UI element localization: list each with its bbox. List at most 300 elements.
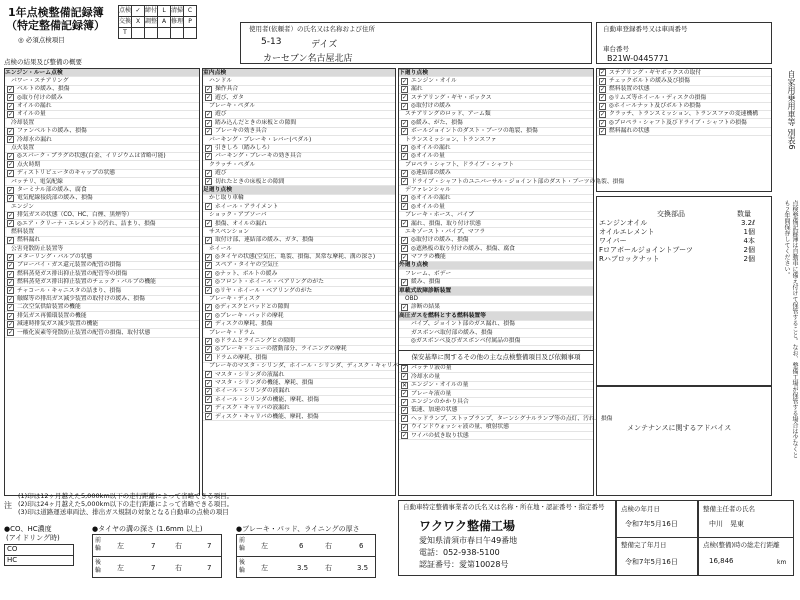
row-label: ターミナル部の緩み、腐食 <box>17 186 87 193</box>
row-label: デファレンシャル <box>405 186 451 193</box>
check-mark-icon[interactable] <box>7 153 14 160</box>
check-mark-icon[interactable] <box>401 245 408 252</box>
row-label: 足廻り点検 <box>203 186 232 193</box>
row-label: チャコール・キャニスタの詰まり、損傷 <box>17 287 122 294</box>
legend-cell: 清掃 <box>171 6 184 17</box>
row-label: ◎ドラムとライニングとの隙間 <box>215 338 295 344</box>
check-mark-icon[interactable] <box>205 120 212 127</box>
check-mark-icon[interactable] <box>401 407 408 414</box>
replaced-part-row <box>599 219 769 228</box>
check-mark-icon[interactable] <box>401 432 408 439</box>
check-mark-icon[interactable] <box>599 86 606 93</box>
inspect-date: 令和7年5月16日 <box>625 520 678 528</box>
row-label: 触媒等の排出ガス減少装置の取付けの緩み、損傷 <box>17 296 145 303</box>
inspect-date-label: 点検の年月日 <box>621 505 660 513</box>
part-name: Fロアボールジョイントブーツ <box>599 246 693 254</box>
row-label: エンジン・オイル <box>411 77 457 84</box>
replaced-parts-box <box>596 196 772 386</box>
tire-rr-label: 右 <box>175 564 182 572</box>
check-mark-icon[interactable] <box>205 396 212 403</box>
check-mark-icon[interactable] <box>205 111 212 118</box>
row-label: 二次空気供給装置の機能 <box>17 304 81 311</box>
row-label: オイルの量 <box>17 111 46 118</box>
check-mark-icon[interactable] <box>7 237 14 244</box>
tire-fr-label: 右 <box>175 542 182 550</box>
row-label: エンジン・ルーム点検 <box>5 69 63 76</box>
legend-cell: A <box>158 17 171 28</box>
tire-fr-value: 7 <box>207 542 212 550</box>
check-mark-icon[interactable] <box>7 136 14 143</box>
check-mark-icon[interactable] <box>205 94 212 101</box>
row-label: OBD <box>405 296 419 303</box>
legend-cell: X <box>132 17 145 28</box>
checklist-row <box>5 195 199 203</box>
row-label: ◎ホイールナット及びボルトの損傷 <box>609 103 701 110</box>
check-mark-icon[interactable] <box>7 212 14 219</box>
row-label: ブレーキ・ペダル <box>209 103 256 110</box>
check-mark-icon[interactable] <box>401 103 408 110</box>
row-label: マスタ・シリンダの液漏れ <box>215 371 285 378</box>
replaced-title: 交換部品 <box>657 210 685 218</box>
note-line-2: (2)印は24ヶ月越えた5,000km以下の走行距離によって省略できる項目。 <box>18 500 234 508</box>
section-header <box>399 287 593 295</box>
check-mark-icon[interactable] <box>7 279 14 286</box>
row-label: 診断の結果 <box>411 304 440 311</box>
row-label: 緩み、損傷 <box>411 279 441 286</box>
brake-title: ●ブレーキ・パッド、ライニングの厚さ <box>236 525 360 533</box>
check-mark-icon[interactable] <box>7 262 14 269</box>
row-label: 排気ガス再循環装置の機能 <box>17 312 87 319</box>
co-hc-table <box>4 544 74 566</box>
row-label: ◎タイヤの状態(空気圧、亀裂、損傷、異常な摩耗、溝の深さ) <box>215 254 376 261</box>
row-label: ホイール・アライメント <box>215 203 279 210</box>
tire-table <box>92 534 222 578</box>
chief-name: 中川 晃東 <box>709 520 744 528</box>
check-mark-icon[interactable] <box>205 271 212 278</box>
checklist-row <box>5 329 199 337</box>
replaced-part-row <box>599 246 769 255</box>
row-label: 排気ガスの状態（CO、HC、白煙、黒煙等） <box>17 212 133 219</box>
check-mark-icon[interactable] <box>205 279 212 286</box>
row-label: ◎エア・クリーナ・エレメントの汚れ、詰まり、損傷 <box>17 220 156 227</box>
row-label: パワー・ステアリング <box>11 77 69 84</box>
check-mark-icon[interactable] <box>401 145 408 152</box>
brake-fr-value: 6 <box>359 542 364 550</box>
part-name: オイルエレメント <box>599 228 655 236</box>
row-label: ◎緩み、がた、損傷 <box>411 119 463 126</box>
row-label: ステアリングのロッド、アーム類 <box>405 111 491 118</box>
row-label: 点火装置 <box>11 145 35 152</box>
check-mark-icon[interactable] <box>205 220 212 227</box>
replaced-part-row <box>599 228 769 237</box>
row-label: 冷却装置 <box>11 119 35 126</box>
brake-fl-label: 左 <box>261 542 268 550</box>
row-label: 下廻り点検 <box>399 69 428 76</box>
symbol-legend <box>118 5 197 39</box>
check-mark-icon[interactable] <box>401 365 408 372</box>
row-label: 室内点検 <box>203 69 227 76</box>
column-engine-room <box>4 68 200 496</box>
row-label: トランスミッション、トランスファ <box>405 136 497 143</box>
row-label: ◎オイルの漏れ <box>411 195 451 202</box>
brake-front-label: 前輪 <box>239 537 246 552</box>
check-mark-icon[interactable] <box>599 128 606 135</box>
tire-fl-value: 7 <box>151 542 156 550</box>
check-mark-icon[interactable] <box>205 170 212 177</box>
check-mark-icon[interactable] <box>7 111 14 118</box>
odometer-unit: km <box>777 559 787 566</box>
tire-fl-label: 左 <box>117 542 124 550</box>
part-qty: 4本 <box>743 237 755 245</box>
row-label: ◎遮熱板の取り付けの緩み、損傷、腐食 <box>411 245 515 252</box>
check-mark-icon[interactable] <box>205 313 212 320</box>
row-label: バッテリ、電気配線 <box>11 178 63 185</box>
check-mark-icon[interactable] <box>205 304 212 311</box>
row-label: ディスク・キャリパの機能、摩耗、損傷 <box>215 413 319 420</box>
legend-cell <box>132 28 145 39</box>
brake-rl-label: 左 <box>261 564 268 572</box>
row-label: 電気配線接続部の緩み、損傷 <box>17 195 93 202</box>
legend-cell <box>158 28 171 39</box>
row-label: ◎ブレーキ・シューの摺動部分、ライニングの摩耗 <box>215 346 347 353</box>
co-hc-title: ●CO、HC濃度 <box>4 525 52 533</box>
part-name: エンジンオイル <box>599 219 648 227</box>
row-label: ◎フロント・ホイール・ベアリングのがた <box>215 279 324 286</box>
advice-title: メンテナンスに関するアドバイス <box>627 424 732 432</box>
results-label: 点検の結果及び整備の概要 <box>4 58 82 66</box>
check-mark-icon[interactable] <box>401 237 408 244</box>
legend-cell <box>145 28 158 39</box>
check-mark-icon[interactable] <box>599 69 606 76</box>
row-label: 燃料蒸発ガス排出抑止装置の配管等の損傷 <box>17 270 128 277</box>
check-mark-icon[interactable] <box>7 254 14 261</box>
row-label: 操作具合 <box>215 86 239 93</box>
row-label: ヘッドランプ、ストップランプ、ターンシグナルランプ等の点灯、汚れ、損傷 <box>411 415 613 422</box>
reg-label: 自動車登録番号又は車両番号 <box>603 25 688 33</box>
complete-date-label: 整備完了年月日 <box>621 541 667 549</box>
check-mark-icon[interactable] <box>401 178 408 185</box>
vehicle-box <box>596 22 772 64</box>
column-interior-chassis <box>202 68 399 496</box>
row-label: バッテリ液の量 <box>411 365 452 372</box>
checklist-row <box>203 103 395 111</box>
row-label: ◎連結部の緩み <box>411 170 451 177</box>
check-mark-icon[interactable] <box>7 170 14 177</box>
check-mark-icon[interactable] <box>205 153 212 160</box>
owner-box <box>240 22 592 64</box>
check-mark-icon[interactable] <box>205 346 212 353</box>
check-mark-icon[interactable] <box>401 279 408 286</box>
shop-label: 自動車特定整備事業者の氏名又は名称・所在地・認証番号・指定番号 <box>403 503 605 511</box>
row-label: 遊び <box>215 111 227 118</box>
check-mark-icon[interactable] <box>205 321 212 328</box>
row-label: パイプ、ジョイント部のガス漏れ、損傷 <box>411 321 515 328</box>
row-label: ブレーキ・ホース、パイプ <box>405 212 475 219</box>
brake-rl-value: 3.5 <box>297 564 309 572</box>
row-label: ブレーキ液の量 <box>411 390 452 397</box>
row-label: ◎プロペラ・シャフト及びドライブ・シャフトの損傷 <box>609 119 747 126</box>
other-items-title: 保安基準に関するその他の主な点検整備項目及び依頼事項 <box>399 350 593 365</box>
check-mark-icon[interactable] <box>599 78 606 85</box>
part-name: ワイパー <box>599 237 627 245</box>
row-label: ブレーキ・ドラム <box>209 329 256 336</box>
row-label: メターリング・バルブの状態 <box>17 254 93 261</box>
check-mark-icon[interactable] <box>7 271 14 278</box>
legend-cell: 交換 <box>119 17 132 28</box>
check-mark-icon[interactable] <box>205 86 212 93</box>
row-label: ◎取り付けの緩み <box>17 94 63 101</box>
empty-check-box[interactable] <box>401 329 408 336</box>
row-label: ◎リムズ等ホイール・ディスクの損傷 <box>609 94 707 101</box>
empty-check-box[interactable] <box>401 321 408 328</box>
tire-rl-value: 7 <box>151 564 156 572</box>
row-label: 漏れ <box>411 86 423 93</box>
check-mark-icon[interactable] <box>205 128 212 135</box>
check-mark-icon[interactable] <box>401 78 408 85</box>
check-mark-icon[interactable] <box>205 178 212 185</box>
checklist-row <box>399 432 593 440</box>
owner-address: カーセブン名古屋北店 <box>263 54 353 64</box>
check-mark-icon[interactable] <box>7 220 14 227</box>
check-mark-icon[interactable] <box>205 380 212 387</box>
row-label: ショック・アブソーバ <box>209 212 267 219</box>
check-mark-icon[interactable] <box>7 103 14 110</box>
check-mark-icon[interactable] <box>401 170 408 177</box>
row-label: ウインドウォッシャ液の量、噴射状態 <box>411 424 510 431</box>
tire-rl-label: 左 <box>117 564 124 572</box>
tire-front-label: 前輪 <box>95 537 102 552</box>
row-label: ◎取付けの緩み、損傷 <box>411 237 469 244</box>
check-mark-icon[interactable] <box>7 304 14 311</box>
check-mark-icon[interactable] <box>401 254 408 261</box>
check-mark-icon[interactable] <box>7 287 14 294</box>
legend-cell: 調整 <box>145 17 158 28</box>
legend-cell: ✓ <box>132 6 145 17</box>
notes-label: 注 <box>4 501 12 510</box>
check-mark-icon[interactable] <box>401 373 408 380</box>
row-label: ステアリング・ギヤボックスの取付 <box>609 69 702 76</box>
record-title: 1年点検整備記録簿 <box>8 6 104 19</box>
owner-label: 使用者(依頼者）の氏名又は名称および住所 <box>249 25 376 33</box>
row-label: ディスク・キャリパの液漏れ <box>215 405 290 412</box>
check-mark-icon[interactable] <box>7 187 14 194</box>
check-mark-icon[interactable] <box>599 94 606 101</box>
check-mark-icon[interactable] <box>205 338 212 345</box>
check-mark-icon[interactable] <box>7 313 14 320</box>
tire-rear-label: 後輪 <box>95 559 102 574</box>
row-label: 引きしろ（踏みしろ） <box>215 145 273 152</box>
row-label: エンジンのかかり具合 <box>411 398 469 405</box>
row-label: フレーム、ボデー <box>405 270 452 277</box>
complete-date: 令和7年5月16日 <box>625 558 678 566</box>
chassis-number: B21W-0445771 <box>607 54 669 63</box>
checklist-row <box>597 128 771 136</box>
row-label: ◎リヤ・ホイール・ベアリングのがた <box>215 287 313 294</box>
legend-cell: 点検 <box>119 6 132 17</box>
row-label: ガスボンベ取付部の緩み、損傷 <box>411 329 493 336</box>
tire-title: ●タイヤの溝の深さ (1.6mm 以上) <box>92 525 203 533</box>
row-label: ブレーキ・ディスク <box>209 296 261 303</box>
row-label: 遊び、ガタ <box>215 94 244 101</box>
row-label: ホイール・シリンダの機能、摩耗、損傷 <box>215 396 319 403</box>
note-line-3: (3)印は道路運送車両法、排出ガス規制の対象となる自動車の点検の項目 <box>18 508 229 516</box>
row-label: ステアリング・ギヤ・ボックス <box>411 94 492 101</box>
check-mark-icon[interactable] <box>401 128 408 135</box>
check-mark-icon[interactable] <box>401 304 408 311</box>
co-row: CO <box>5 545 73 556</box>
row-label: パーキング・ブレーキ・レバー(ペダル) <box>209 136 312 143</box>
odometer-value: 16,846 <box>709 557 734 565</box>
check-mark-icon[interactable] <box>205 354 212 361</box>
check-mark-icon[interactable] <box>599 120 606 127</box>
checklist-row <box>203 413 395 421</box>
row-label: 冷却水の漏れ <box>17 136 52 143</box>
row-label: ◎ディスクとパッドとの隙間 <box>215 304 290 311</box>
part-name: Rハブロックナット <box>599 255 660 263</box>
legend-cell: L <box>158 6 171 17</box>
row-label: チェックボルトの緩み及び損傷 <box>609 77 690 84</box>
row-label: 点火時期 <box>17 161 41 168</box>
row-label: ベルトの緩み、損傷 <box>17 86 70 93</box>
row-label: スペア・タイヤの空気圧 <box>215 262 279 269</box>
note-line-1: (1)印は12ヶ月越えた5,000km以下の走行距離によって省略できる項目。 <box>18 492 234 500</box>
dates-box <box>616 500 698 576</box>
check-mark-icon[interactable] <box>401 399 408 406</box>
row-label: クラッチ、トランスミッション、トランスファの変速機構 <box>609 111 759 118</box>
checklist-row <box>399 77 593 85</box>
row-label: マフラの機能 <box>411 254 446 261</box>
check-mark-icon[interactable] <box>205 262 212 269</box>
check-mark-icon[interactable] <box>7 94 14 101</box>
row-label: 外廻り点検 <box>399 262 428 269</box>
check-mark-icon[interactable] <box>205 413 212 420</box>
check-mark-icon[interactable] <box>7 161 14 168</box>
row-label: 取付け部、連結部の緩み、ガタ、損傷 <box>215 237 314 244</box>
brake-rear-label: 後輪 <box>239 559 246 574</box>
brake-rr-value: 3.5 <box>357 564 369 572</box>
row-label: 踏み込んだときの床板との隙間 <box>215 119 297 126</box>
shop-name: ワクワク整備工場 <box>419 519 516 533</box>
check-mark-icon[interactable] <box>401 153 408 160</box>
check-mark-icon[interactable] <box>401 424 408 431</box>
row-label: ◎取付けの緩み <box>411 103 451 110</box>
check-mark-icon[interactable] <box>205 237 212 244</box>
check-mark-icon[interactable] <box>205 203 212 210</box>
co-hc-sub: (アイドリング時) <box>6 534 60 542</box>
shop-phone: 電話：052-938-5100 <box>419 548 500 557</box>
check-mark-icon[interactable] <box>401 86 408 93</box>
legend-cell: T <box>119 28 132 39</box>
row-label: 燃料漏れ <box>17 237 41 244</box>
check-mark-icon[interactable] <box>7 86 14 93</box>
part-qty: 3.2ℓ <box>740 219 755 227</box>
legend-cell: 締付 <box>145 6 158 17</box>
row-label: サスペンション <box>209 228 250 235</box>
check-mark-icon[interactable] <box>599 111 606 118</box>
check-mark-icon[interactable] <box>401 390 408 397</box>
check-mark-icon[interactable] <box>205 287 212 294</box>
replace-mark-icon[interactable] <box>401 382 408 389</box>
row-label: ホイール <box>209 245 233 252</box>
check-mark-icon[interactable] <box>205 371 212 378</box>
row-label: 漏れ、損傷、取り付け状態 <box>411 220 481 227</box>
check-mark-icon[interactable] <box>7 321 14 328</box>
row-label: 冷却水の量 <box>411 373 440 380</box>
row-label: ◎ナット、ボルトの緩み <box>215 270 278 277</box>
row-label: 遊び <box>215 170 227 177</box>
part-qty: 2個 <box>743 255 755 263</box>
brake-fl-value: 6 <box>299 542 304 550</box>
row-label: 低速、加速の状態 <box>411 407 458 414</box>
check-mark-icon[interactable] <box>7 128 14 135</box>
row-label: ディスクの摩耗、損傷 <box>215 321 273 328</box>
check-mark-icon[interactable] <box>401 415 408 422</box>
owner-name: デイズ <box>311 40 338 50</box>
row-label: 損傷、オイルの漏れ <box>215 220 267 227</box>
row-label: オイルの漏れ <box>17 103 52 110</box>
row-label: マスタ・シリンダの機能、摩耗、損傷 <box>215 379 314 386</box>
check-mark-icon[interactable] <box>7 329 14 336</box>
row-label: パーキング・ブレーキの効き具合 <box>215 153 302 160</box>
row-label: 燃料蒸発ガス排出抑止装置のチェック・バルブの機能 <box>17 279 156 286</box>
empty-check-box[interactable] <box>401 338 408 345</box>
check-mark-icon[interactable] <box>205 388 212 395</box>
check-mark-icon[interactable] <box>7 296 14 303</box>
row-label: ブローバイ・ガス還元装置の配管の損傷 <box>17 262 122 269</box>
row-label: ホイール・シリンダの液漏れ <box>215 388 291 395</box>
row-label: ◎ガスボンベ及びガスボンベ付属品の損傷 <box>411 338 521 344</box>
check-mark-icon[interactable] <box>205 405 212 412</box>
chassis-label: 車台番号 <box>603 45 629 53</box>
chief-box <box>698 500 794 576</box>
row-label: 車載式故障診断装置 <box>399 287 452 294</box>
part-qty: 2個 <box>743 246 755 254</box>
hc-row: HC <box>7 556 18 564</box>
legend-cell: 修理 <box>171 17 184 28</box>
check-mark-icon[interactable] <box>7 195 14 202</box>
row-label: ◎ブレーキ・パッドの摩耗 <box>215 312 284 319</box>
row-label: 燃料装置の状態 <box>609 86 650 93</box>
row-label: 高圧ガスを燃料とする燃料装置等 <box>399 312 486 319</box>
row-label: ハンドル <box>209 77 233 84</box>
row-label: ブレーキの効き具合 <box>215 128 267 135</box>
record-subtitle: （特定整備記録簿） <box>6 19 105 32</box>
check-mark-icon[interactable] <box>401 203 408 210</box>
check-mark-icon[interactable] <box>205 145 212 152</box>
row-label: ボールジョイントのダスト・ブーツの亀裂、損傷 <box>411 128 538 135</box>
row-label: 燃料装置 <box>11 228 35 235</box>
check-mark-icon[interactable] <box>599 103 606 110</box>
row-label: ◎スパーク・プラグの状態(白金、イリジウムは省略可能) <box>17 153 166 160</box>
checklist-row <box>203 161 395 169</box>
row-label: 切れたときの床板との隙間 <box>215 178 285 185</box>
check-mark-icon[interactable] <box>401 195 408 202</box>
row-label: プロペラ・シャフト、ドライブ・シャフト <box>405 161 515 168</box>
check-mark-icon[interactable] <box>401 120 408 127</box>
row-label: 燃料漏れの状態 <box>609 128 650 135</box>
replaced-part-row <box>599 237 769 246</box>
odometer-label: 点検(整備)時の総走行距離 <box>703 541 780 549</box>
row-label: かじ取り車輪 <box>209 195 244 202</box>
check-mark-icon[interactable] <box>205 254 212 261</box>
advice-box <box>596 386 772 496</box>
check-mark-icon[interactable] <box>401 94 408 101</box>
check-mark-icon[interactable] <box>401 220 408 227</box>
checklist-row <box>399 338 593 346</box>
part-qty: 1個 <box>743 228 755 236</box>
row-label: ドライブ・シャフトのユニバーサル・ジョイント部のダスト・ブーツの亀裂、損傷 <box>411 178 625 185</box>
legend-cell <box>171 28 184 39</box>
